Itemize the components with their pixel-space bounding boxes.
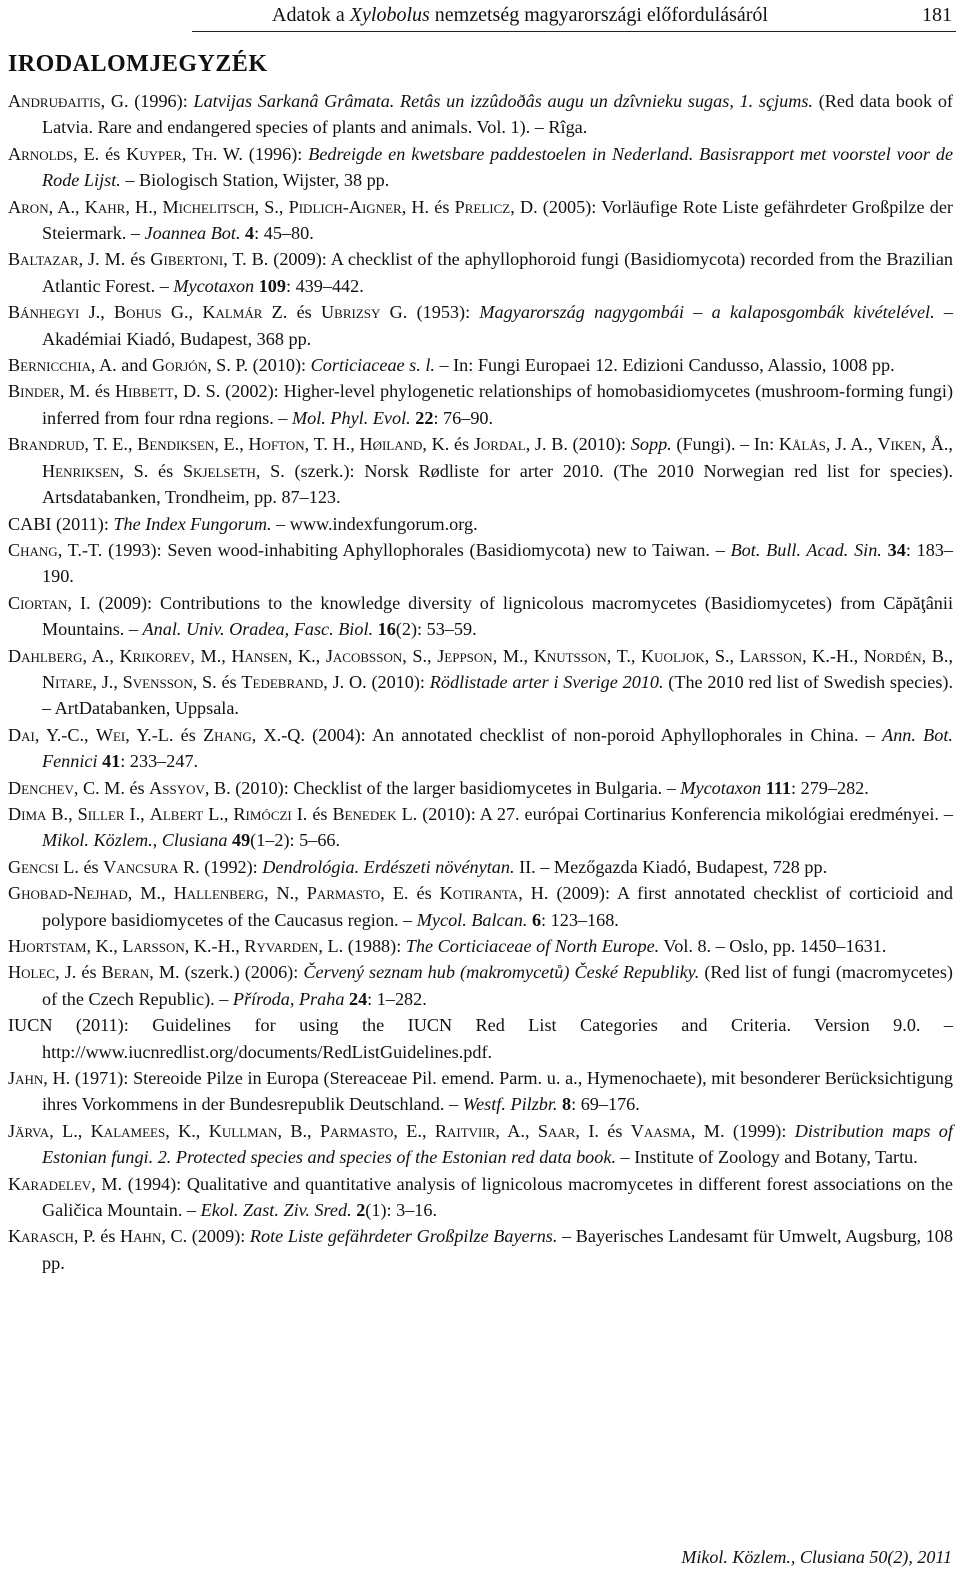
reference-text: – Akadémiai Kiadó, Budapest, 368 pp. (42, 302, 954, 349)
reference-text: , S., (704, 645, 740, 666)
reference-entry (8, 933, 953, 959)
author-name: Järva (8, 1120, 50, 1141)
reference-text: R. (1992): (178, 856, 263, 877)
reference-entry (8, 1223, 953, 1276)
section-heading: IRODALOMJEGYZÉK (8, 51, 268, 77)
running-head-genus: Xylobolus (349, 4, 430, 26)
reference-entry (8, 1065, 953, 1118)
reference-text: – Biologisch Station, Wijster, 38 pp. (120, 170, 390, 191)
reference-text: Červený seznam hub (makromycetů) České Republiky. (303, 962, 700, 983)
reference-entry (8, 722, 953, 775)
author-name: Hjortstam (8, 936, 87, 956)
author-name: Svensson (122, 671, 193, 692)
author-name: Kullman (208, 1120, 278, 1141)
reference-entry (8, 299, 953, 352)
author-name: Ciortan (8, 592, 68, 613)
reference-text: I. és (291, 803, 333, 824)
author-name: Wei (95, 724, 126, 745)
reference-text: 16 (377, 619, 396, 640)
reference-text: I., (124, 803, 150, 824)
author-name: Benedek (332, 803, 397, 824)
reference-text: Mycol. Balcan. (416, 909, 528, 930)
reference-text: Magyarország nagygombái – a kalaposgombák kivételével. (479, 302, 935, 323)
author-name: Hallenberg (173, 883, 264, 904)
author-name: Dima (8, 803, 47, 824)
author-name: Chang (8, 539, 58, 560)
reference-entry (8, 431, 953, 510)
reference-text: 24 (348, 988, 368, 1009)
author-name: Høiland (359, 434, 423, 455)
reference-text: , C. (2009): (161, 1226, 250, 1247)
reference-text: , A., (495, 1120, 538, 1141)
reference-text: Rödlistade arter i Sverige 2010. (429, 671, 664, 692)
reference-text: , Å., (921, 434, 953, 455)
author-name: Th (192, 143, 213, 164)
reference-text: , T.-T. (1993): Seven wood-inhabiting Aphyllophorales (Basidiomycota) new to Taiwan. – (57, 539, 731, 560)
reference-text: : 279–282. (791, 777, 869, 798)
reference-text: , S., (402, 645, 438, 666)
author-name: Dai (8, 724, 35, 745)
reference-text: , K.-H., (184, 936, 245, 956)
running-head (0, 1, 960, 31)
reference-text: , A. and (90, 355, 153, 376)
reference-entry (8, 141, 953, 194)
reference-text: – www.indexfungorum.org. (271, 513, 478, 534)
author-name: Vancsura (103, 856, 179, 877)
reference-text: Mol. Phyl. Evol. (292, 407, 411, 428)
reference-text: , Y.-L. és (125, 724, 204, 745)
reference-text: IUCN (2011): Guidelines for using the IUCN Red List Categories and Criteria. Version 9.0. – http://www.iucnredlist.org/documents/RedListGuidelines.pdf. (8, 1015, 953, 1062)
reference-text: 22 (415, 407, 434, 428)
author-name: Parmasto (319, 1120, 394, 1141)
author-name: Kotiranta (439, 883, 519, 904)
reference-text: , L. (1988): (318, 936, 406, 956)
reference-text: , S., (254, 196, 289, 217)
reference-text: Vol. 8. – Oslo, pp. 1450–1631. (659, 936, 887, 956)
reference-list (8, 88, 953, 1276)
reference-text: , J. O. (2010): (323, 671, 430, 692)
reference-text: (Red data book of Latvia. Rare and endangered species of plants and animals. Vol. 1). – Rîga. (42, 91, 953, 138)
reference-text: , D. S. (2002): Higher-level phylogenetic relationships of homobasidiomycetes (mushroom-forming fungi) inferred from four rdna regions. – (42, 381, 953, 428)
author-name: Aron (8, 196, 49, 217)
reference-text: : 69–176. (571, 1094, 640, 1115)
author-name: Vaasma (630, 1120, 691, 1141)
author-name: Bánhegyi (8, 302, 80, 323)
reference-text: , G. (1996): (100, 91, 194, 111)
author-name: Bendiksen (137, 434, 215, 455)
reference-text: Bot. Bull. Acad. Sin. (730, 539, 882, 560)
reference-entry (8, 775, 953, 801)
author-name: Hansen (231, 645, 288, 666)
reference-text: , M. és (59, 381, 115, 402)
reference-text: 6 (531, 909, 542, 930)
reference-entry (8, 1118, 953, 1171)
author-name: Karadelev (8, 1173, 92, 1194)
reference-entry (8, 246, 953, 299)
reference-text: , M., (492, 645, 534, 666)
reference-text: (The 2010 red list of Swedish species). – ArtDatabanken, Uppsala. (42, 671, 953, 719)
reference-text: , I. (2009): Contributions to the knowledge diversity of lignicolous macromycetes (Basidiomycetes) from Căpăţânii Mountains. – (42, 592, 953, 640)
author-name: Rimóczi (233, 803, 292, 824)
reference-text: – Institute of Zoology and Botany, Tartu. (616, 1147, 918, 1168)
reference-text: – Bayerisches Landesamt für Umwelt, Augsburg, 108 pp. (42, 1226, 953, 1273)
reference-entry (8, 590, 953, 643)
reference-text: , H. (1971): Stereoide Pilze in Europa (Stereaceae Pil. emend. Parm. u. a., Hymenochaete), mit besonderer Berücksichtigung ihres Vorkommens in der Bundesrepublik Deutschland. – (42, 1068, 953, 1115)
reference-text: (Red list of fungi (macromycetes) of the Czech Republic). – (42, 962, 953, 1009)
reference-text: , H. (2009): A first annotated checklist of corticioid and polypore basidiomycetes of the Caucasus region. – (42, 883, 954, 930)
reference-text: (1): 3–16. (365, 1200, 438, 1221)
reference-text: , Y.-C., (34, 724, 96, 745)
author-name: Ghobad-Nejhad (8, 883, 128, 904)
reference-text: , C. M. és (73, 777, 150, 798)
reference-text: Mycotaxon (680, 777, 762, 798)
author-name: Gibertoni (150, 249, 224, 270)
reference-text: J., (79, 302, 115, 323)
author-name: Beran (101, 962, 150, 983)
author-name: Jahn (8, 1068, 44, 1089)
reference-text: , K., (86, 936, 123, 956)
reference-text: The Index Fungorum. (113, 513, 272, 534)
reference-text: , J. és (55, 962, 102, 983)
author-name: Albert (149, 803, 204, 824)
reference-text: , J. B. (2010): (525, 434, 631, 455)
reference-text: : 439–442. (285, 275, 364, 296)
author-name: Tedebrand (241, 671, 324, 692)
author-name: Jeppson (437, 645, 493, 666)
reference-text: , D. (2005): Vorläufige Rote Liste gefährdeter Großpilze der Steiermark. – (42, 196, 953, 244)
reference-text: , J., (92, 671, 123, 692)
author-name: Saar (537, 1120, 576, 1141)
reference-text: 49 (231, 830, 251, 851)
reference-text: , A., (82, 645, 120, 666)
reference-text: Rote Liste gefährdeter Großpilze Bayerns. (249, 1226, 558, 1247)
author-name: Karasch (8, 1226, 74, 1247)
reference-text: , E., (393, 1120, 435, 1141)
reference-text: , E., (214, 434, 249, 455)
reference-text: , (181, 143, 193, 164)
author-name: Bernicchia (8, 355, 91, 376)
reference-text: 8 (562, 1094, 572, 1115)
reference-text: G., (161, 302, 203, 323)
header-rule (192, 31, 956, 32)
reference-text: , X.-Q. (2004): An annotated checklist of non-poroid Aphyllophorales in China. – (251, 724, 883, 745)
author-name: Gorjón (152, 355, 208, 376)
reference-text: , K., (287, 645, 326, 666)
reference-text: L. (2010): A 27. európai Cortinarius Konferencia mikológiai eredményei. – (396, 803, 953, 824)
reference-text: , K. és (422, 434, 474, 455)
reference-text: , E. és (380, 883, 440, 904)
reference-text: G. (1953): (380, 302, 480, 323)
reference-text: Příroda, Praha (232, 988, 345, 1009)
reference-text: (1–2): 5–66. (250, 830, 341, 851)
author-name: Skjelseth (182, 460, 256, 481)
reference-text: CABI (2011): (8, 513, 114, 534)
reference-text: , H. és (401, 196, 455, 217)
reference-entry (8, 801, 953, 854)
reference-text: , M. (1994): Qualitative and quantitative analysis of lignicolous macromycetes in different forest associations on the Galičica Mountain. – (42, 1173, 953, 1221)
reference-text: , I. és (575, 1120, 631, 1141)
reference-text: Bedreigde en kwetsbare paddestoelen in Nederland. Basisrapport met voorstel voor de Rode Lijst. (42, 143, 954, 191)
reference-text: , B., (277, 1120, 320, 1141)
author-name: Siller (77, 803, 125, 824)
reference-text: , N., (263, 883, 307, 904)
author-name: Assyov (149, 777, 205, 798)
reference-text: 2 (356, 1200, 366, 1221)
reference-text: The Corticiaceae of North Europe. (405, 936, 660, 956)
reference-text: , S. P. (2010): (207, 355, 311, 376)
author-name: Knutsson (533, 645, 607, 666)
reference-text: , M. (1999): (690, 1120, 795, 1141)
author-name: Hahn (120, 1226, 162, 1247)
author-name: Denchev (8, 777, 74, 798)
author-name: Nitare (42, 671, 93, 692)
page-number: 181 (922, 4, 952, 26)
reference-text: , M. (szerk.) (2006): (149, 962, 304, 983)
author-name: Krikorev (119, 645, 191, 666)
reference-text: Latvijas Sarkanâ Grâmata. Retâs un izzûdoðâs augu un dzîvnieku sugas, 1. sçjums. (193, 91, 813, 111)
journal-footer: Mikol. Közlem., Clusiana 50(2), 2011 (681, 1547, 952, 1567)
reference-text: : 233–247. (120, 751, 199, 772)
reference-text: , B., (921, 645, 954, 666)
author-name: Kalamees (90, 1120, 166, 1141)
reference-text: , S. és (192, 671, 242, 692)
reference-entry (8, 959, 953, 1012)
reference-text: 34 (887, 539, 906, 560)
author-name: Holec (8, 962, 56, 983)
reference-entry (8, 1012, 953, 1065)
reference-text: Mikol. Közlem., Clusiana (42, 830, 228, 851)
reference-text: , T. H., (304, 434, 360, 455)
reference-text: : 123–168. (541, 909, 619, 930)
reference-text: Z. és (262, 302, 322, 323)
running-head-title: Adatok a Xylobolus nemzetség magyarországi előfordulásáról (272, 4, 768, 26)
reference-text: , M., (190, 645, 232, 666)
reference-text: , E. és (73, 143, 127, 164)
reference-entry (8, 643, 953, 722)
author-name: Hofton (248, 434, 305, 455)
author-name: Gencsi (8, 856, 59, 877)
author-name: Kuoljok (641, 645, 705, 666)
author-name: Ryvarden (244, 936, 319, 956)
reference-text: , K.-H., (802, 645, 864, 666)
reference-entry (8, 378, 953, 431)
author-name: Larsson (739, 645, 803, 666)
reference-text: , B. (2010): Checklist of the larger basidiomycetes in Bulgaria. – (204, 777, 681, 798)
author-name: Jacobsson (325, 645, 403, 666)
reference-text: 4 (245, 223, 255, 244)
reference-text: , H., (125, 196, 163, 217)
reference-text: , L., (49, 1120, 91, 1141)
reference-text: L. és (58, 856, 104, 877)
author-name: Raitviir (434, 1120, 496, 1141)
reference-entry (8, 88, 953, 141)
reference-text: : 76–90. (433, 407, 494, 428)
reference-text: Dendrológia. Erdészeti növénytan. (262, 856, 515, 877)
reference-text: , T., (606, 645, 642, 666)
reference-entry (8, 511, 953, 537)
reference-text: , J. A., (825, 434, 878, 455)
reference-text: , T. E., (84, 434, 138, 455)
author-name: Zhang (203, 724, 252, 745)
reference-text: Ekol. Zast. Ziv. Sred. (200, 1200, 352, 1221)
reference-text: Distribution maps of Estonian fungi. 2. Protected species and species of the Estonian red data book. (42, 1120, 953, 1168)
reference-text: , P. és (73, 1226, 121, 1247)
reference-text: , S. és (119, 460, 183, 481)
author-name: Hibbett (114, 381, 174, 402)
author-name: Jordal (473, 434, 526, 455)
author-name: Kuyper (126, 143, 182, 164)
reference-text: . W. (1996): (212, 143, 309, 164)
reference-text: B., (46, 803, 78, 824)
author-name: Kalmár (202, 302, 263, 323)
reference-text: : 183–190. (42, 539, 953, 587)
author-name: Kahr (84, 196, 126, 217)
reference-text: Anal. Univ. Oradea, Fasc. Biol. (142, 619, 374, 640)
author-name: Nordén (863, 645, 922, 666)
reference-entry (8, 537, 953, 590)
author-name: Dahlberg (8, 645, 83, 666)
reference-text: , A., (48, 196, 85, 217)
reference-text: 41 (102, 751, 121, 772)
reference-text: Ann. Bot. Fennici (42, 724, 953, 772)
reference-text: 111 (765, 777, 791, 798)
author-name: Prelicz (454, 196, 511, 217)
reference-text: L., (203, 803, 234, 824)
reference-text: , T. B. (2009): A checklist of the aphyllophoroid fungi (Basidiomycota) recorded from the Brazilian Atlantic Forest. – (42, 249, 954, 296)
reference-text: , M., (127, 883, 174, 904)
author-name: Larsson (122, 936, 185, 956)
reference-entry (8, 194, 953, 247)
reference-text: : 45–80. (254, 223, 314, 244)
reference-text: Mycotaxon (173, 275, 255, 296)
author-name: Brandrud (8, 434, 85, 455)
reference-text: II. – Mezőgazda Kiadó, Budapest, 728 pp. (514, 856, 828, 877)
reference-text: (2): 53–59. (395, 619, 477, 640)
author-name: Arnolds (8, 143, 74, 164)
reference-entry (8, 352, 953, 378)
reference-text: Corticiaceae s. l. (310, 355, 435, 376)
reference-text: Joannea Bot. (144, 223, 241, 244)
reference-text: , J. M. és (78, 249, 151, 270)
author-name: Viken (877, 434, 922, 455)
author-name: Kålås (778, 434, 826, 455)
reference-text: , S. (szerk.): Norsk Rødliste for arter 2010. (The 2010 Norwegian red list for species). Artsdatabanken, Trondheim, pp. 87–123. (42, 460, 954, 508)
reference-text: , K., (165, 1120, 209, 1141)
author-name: Michelitsch (162, 196, 255, 217)
author-name: Binder (8, 381, 60, 402)
reference-text: 109 (258, 275, 286, 296)
reference-text: : 1–282. (367, 988, 427, 1009)
reference-entry (8, 1171, 953, 1224)
author-name: Andruđaitis (8, 91, 101, 111)
author-name: Ubrizsy (321, 302, 381, 323)
author-name: Baltazar (8, 249, 79, 270)
reference-text: (Fungi). – In: (671, 434, 779, 455)
reference-entry (8, 854, 953, 880)
reference-text: – In: Fungi Europaei 12. Edizioni Candusso, Alassio, 1008 pp. (434, 355, 895, 376)
author-name: Henriksen (42, 460, 120, 481)
reference-entry (8, 880, 953, 933)
author-name: Pidlich-Aigner (288, 196, 402, 217)
reference-text: Sopp. (630, 434, 672, 455)
reference-text: Westf. Pilzbr. (462, 1094, 558, 1115)
author-name: Bohus (114, 302, 162, 323)
author-name: Parmasto (306, 883, 381, 904)
